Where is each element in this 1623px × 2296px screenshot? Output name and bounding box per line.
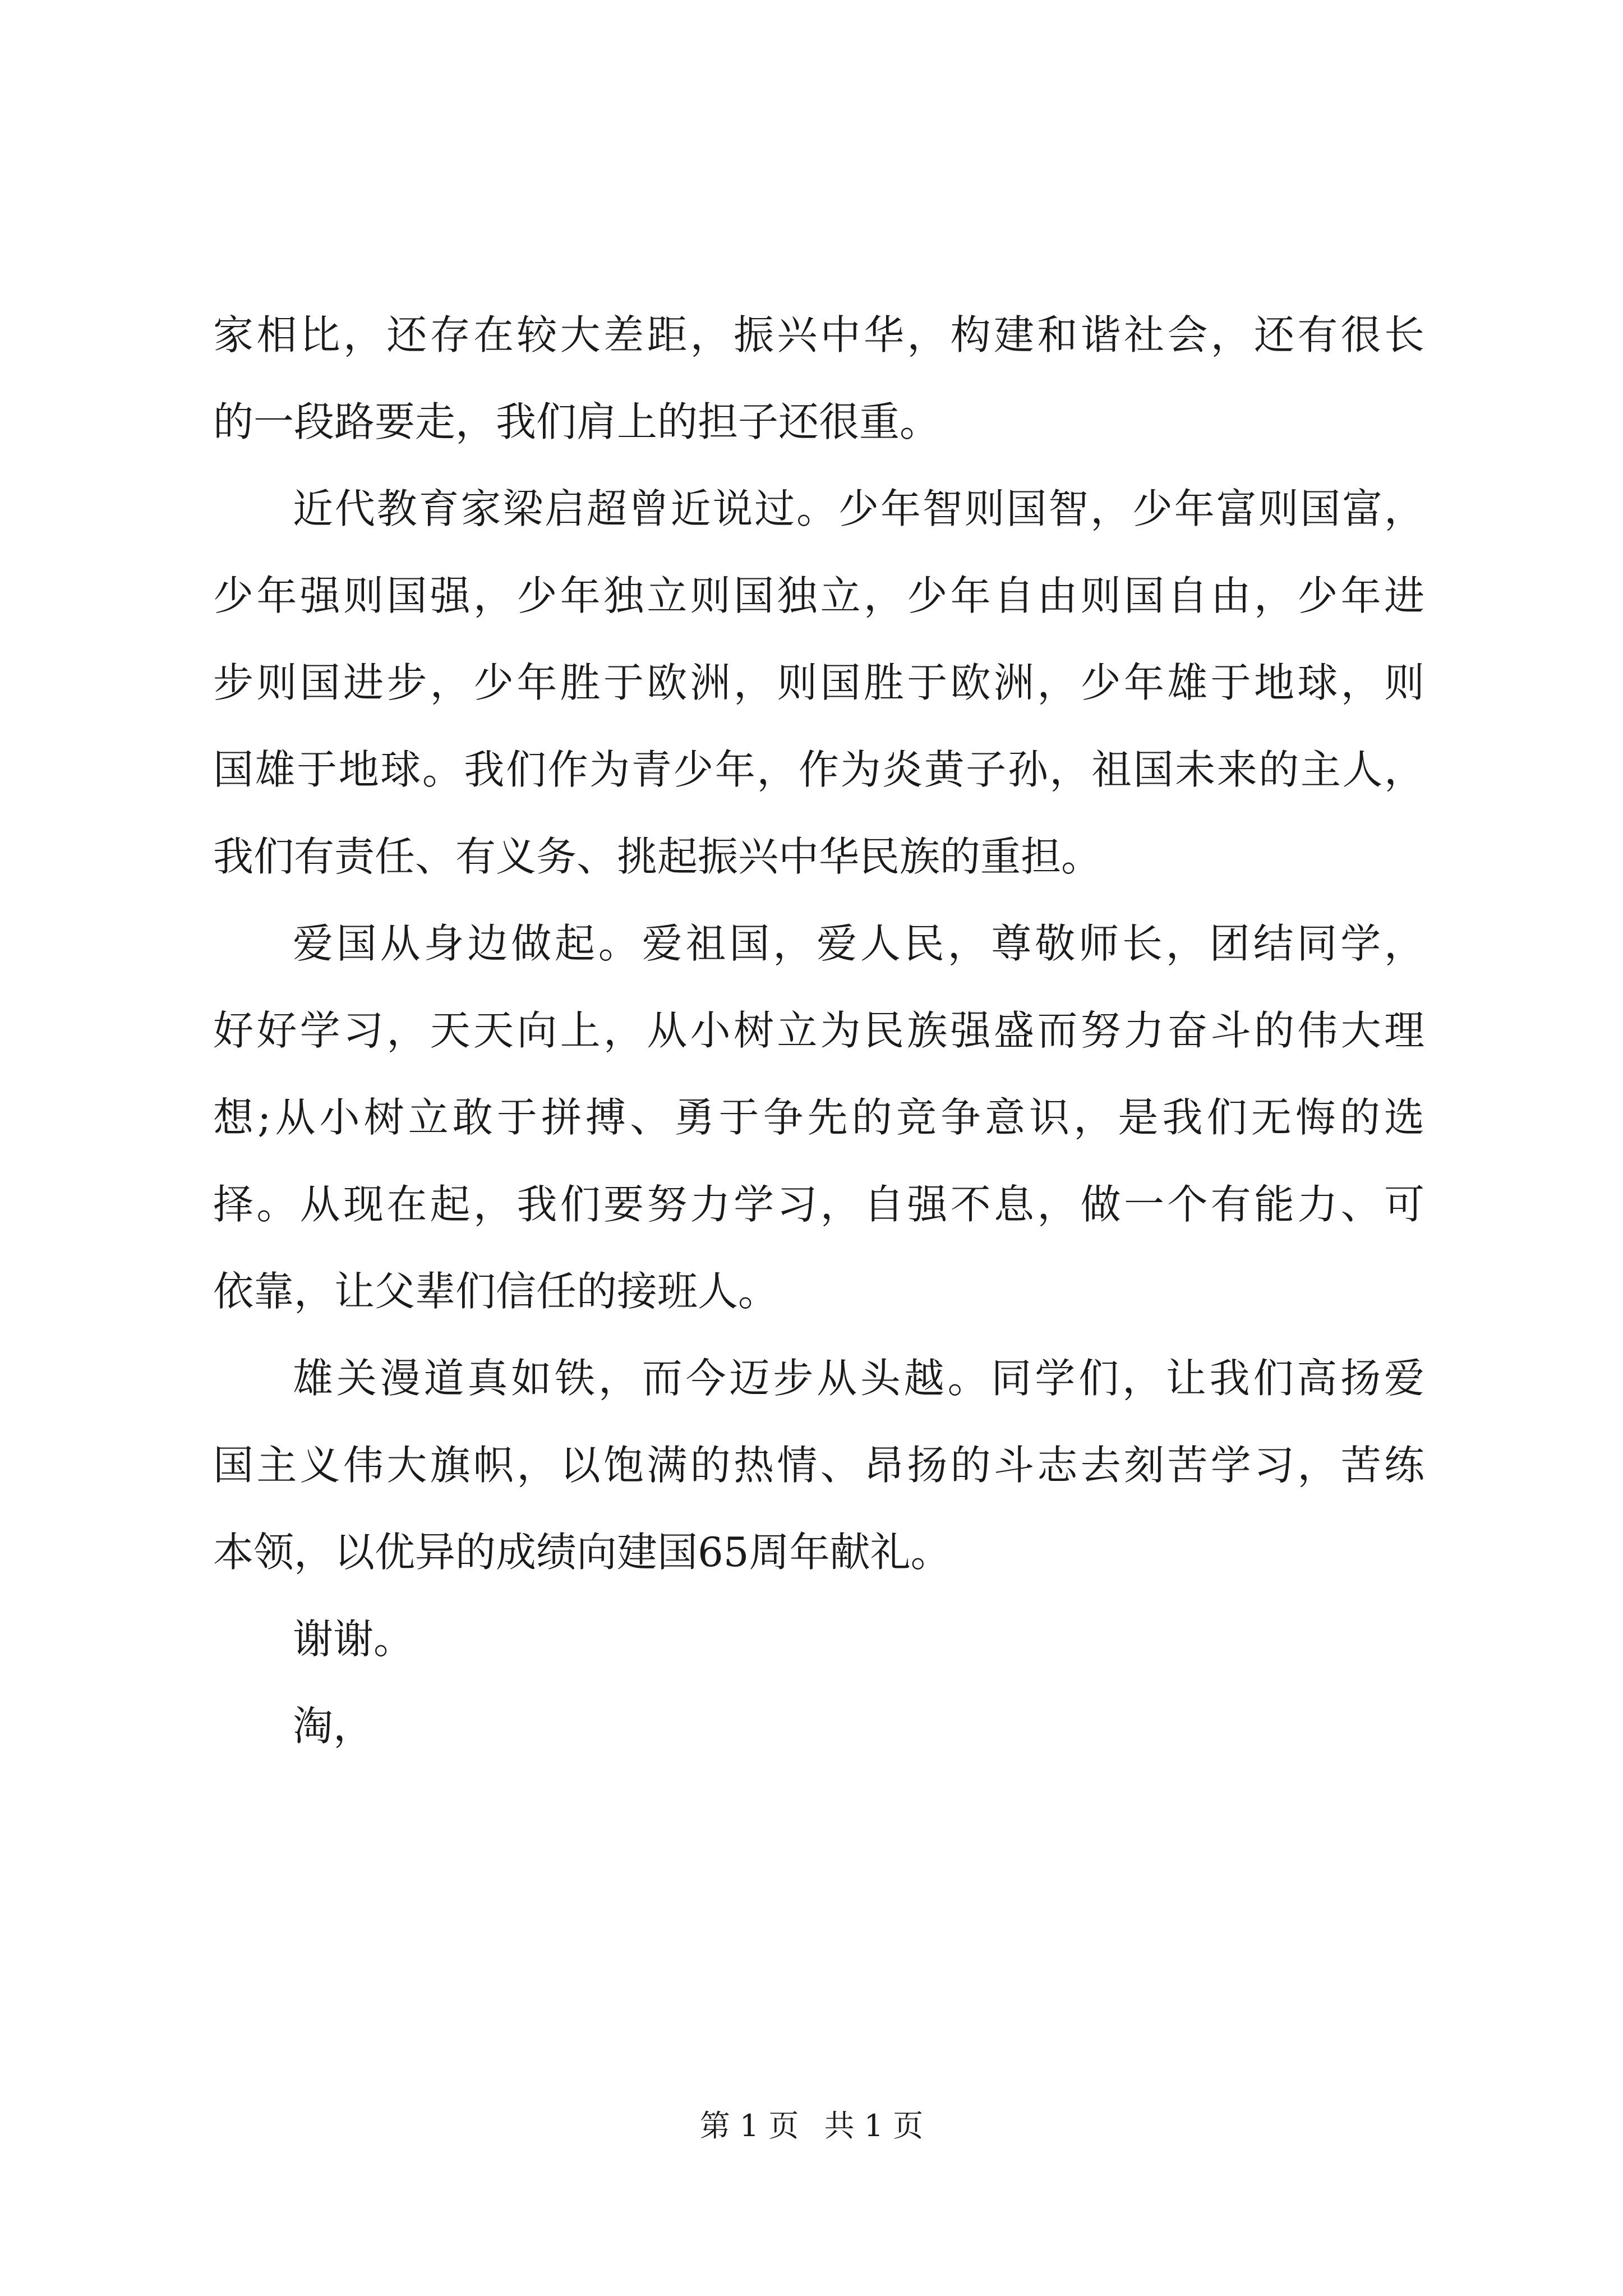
page-total: 共 1 页 bbox=[824, 2108, 924, 2143]
paragraph-start-line: 爱国从身边做起。爱祖国，爱人民，尊敬师长，团结同学， bbox=[293, 920, 1424, 967]
text-line: 我们有责任、有义务、挑起振兴中华民族的重担。 bbox=[213, 833, 1102, 880]
text-line: 依靠，让父辈们信任的接班人。 bbox=[213, 1268, 779, 1315]
paragraph-start-line: 雄关漫道真如铁，而今迈步从头越。同学们，让我们高扬爱 bbox=[293, 1355, 1424, 1402]
page-footer bbox=[0, 2106, 1623, 2146]
text-line: 好好学习，天天向上，从小树立为民族强盛而努力奋斗的伟大理 bbox=[213, 1007, 1424, 1054]
text-line: 少年强则国强，少年独立则国独立，少年自由则国自由，少年进 bbox=[213, 572, 1424, 619]
page-number: 第 1 页 bbox=[699, 2108, 799, 2143]
text-line: 择。从现在起，我们要努力学习，自强不息，做一个有能力、可 bbox=[213, 1181, 1424, 1228]
text-line: 的一段路要走，我们肩上的担子还很重。 bbox=[213, 398, 940, 445]
document-body bbox=[213, 292, 1424, 1770]
paragraph-start-line: 谢谢。 bbox=[293, 1616, 414, 1663]
text-line: 本领，以优异的成绩向建国65周年献礼。 bbox=[213, 1529, 951, 1576]
text-line: 步则国进步，少年胜于欧洲，则国胜于欧洲，少年雄于地球，则 bbox=[213, 659, 1424, 706]
paragraph-start-line: 淘， bbox=[293, 1703, 374, 1750]
text-line: 国雄于地球。我们作为青少年，作为炎黄子孙，祖国未来的主人， bbox=[213, 746, 1424, 793]
text-line: 想;从小树立敢于拼搏、勇于争先的竞争意识，是我们无悔的选 bbox=[213, 1094, 1424, 1141]
paragraph-start-line: 近代教育家梁启超曾近说过。少年智则国智，少年富则国富， bbox=[293, 485, 1424, 532]
text-line: 国主义伟大旗帜，以饱满的热情、昂扬的斗志去刻苦学习，苦练 bbox=[213, 1442, 1424, 1489]
text-line: 家相比，还存在较大差距，振兴中华，构建和谐社会，还有很长 bbox=[213, 311, 1424, 358]
